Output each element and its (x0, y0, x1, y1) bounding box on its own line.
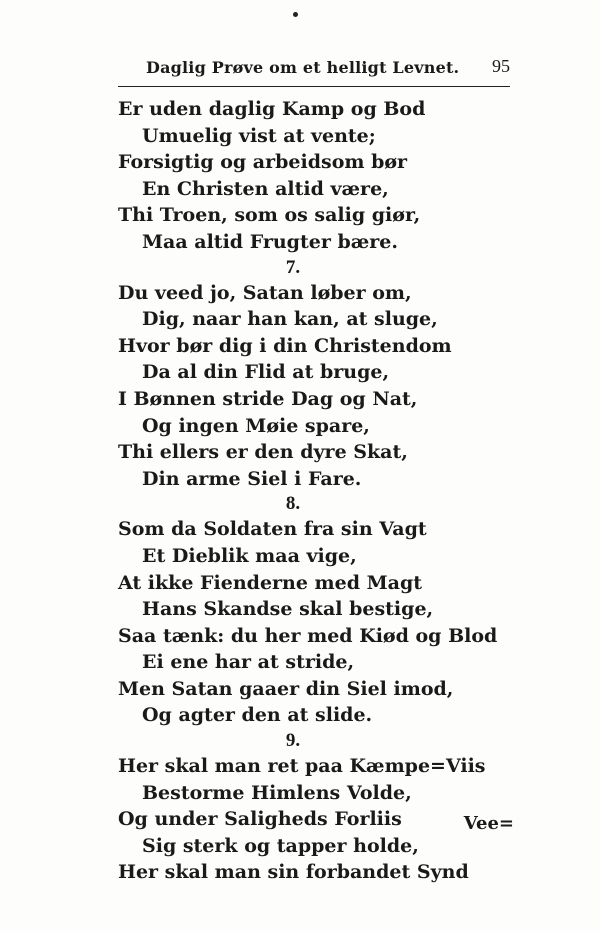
poem-line: Umuelig vist at vente; (142, 124, 376, 147)
poem-body (118, 96, 518, 886)
poem-line: Du veed jo, Satan løber om, (118, 281, 412, 304)
poem-line: Thi Troen, som os salig giør, (118, 204, 421, 227)
poem-line: Hans Skandse skal bestige, (142, 598, 434, 621)
poem-line: Og ingen Møie spare, (142, 414, 370, 437)
poem-line: Din arme Siel i Fare. (142, 467, 362, 490)
poem-line: Ei ene har at stride, (142, 651, 355, 674)
poem-line: Her skal man ret paa Kæmpe=Viis (118, 755, 486, 778)
poem-line: Bestorme Himlens Volde, (142, 781, 412, 804)
running-header (118, 56, 510, 87)
poem-line: Og agter den at slide. (142, 704, 373, 727)
header-title: Daglig Prøve om et helligt Levnet. (146, 58, 460, 77)
poem-line: Hvor bør dig i din Christendom (118, 334, 452, 357)
poem-line: Men Satan gaaer din Siel imod, (118, 677, 454, 700)
poem-line: Her skal man sin forbandet Synd (118, 861, 469, 884)
poem-line: Og under Saligheds Forliis (118, 808, 402, 831)
verse-number-8: 8. (285, 493, 301, 515)
poem-line: Forsigtig og arbeidsom bør (118, 151, 408, 174)
poem-line: Dig, naar han kan, at sluge, (142, 308, 438, 331)
verse-number-9: 9. (285, 730, 301, 752)
poem-line: Saa tænk: du her med Kiød og Blod (118, 624, 498, 647)
catchword: Vee= (463, 813, 514, 834)
poem-line: Er uden daglig Kamp og Bod (118, 98, 426, 120)
poem-line: At ikke Fienderne med Magt (118, 571, 423, 594)
poem-line: Et Dieblik maa vige, (142, 544, 357, 567)
poem-line: Thi ellers er den dyre Skat, (118, 441, 408, 464)
poem-line: Som da Soldaten fra sin Vagt (118, 518, 427, 541)
printed-dot-mark (293, 12, 298, 17)
poem-line: I Bønnen stride Dag og Nat, (118, 387, 418, 410)
poem-line: Da al din Flid at bruge, (142, 361, 390, 384)
verse-number-7: 7. (285, 256, 301, 278)
page-number: 95 (492, 56, 510, 76)
poem-line: Maa altid Frugter bære. (142, 230, 398, 253)
poem-line: Sig sterk og tapper holde, (142, 834, 419, 857)
poem-line: En Christen altid være, (142, 177, 389, 200)
